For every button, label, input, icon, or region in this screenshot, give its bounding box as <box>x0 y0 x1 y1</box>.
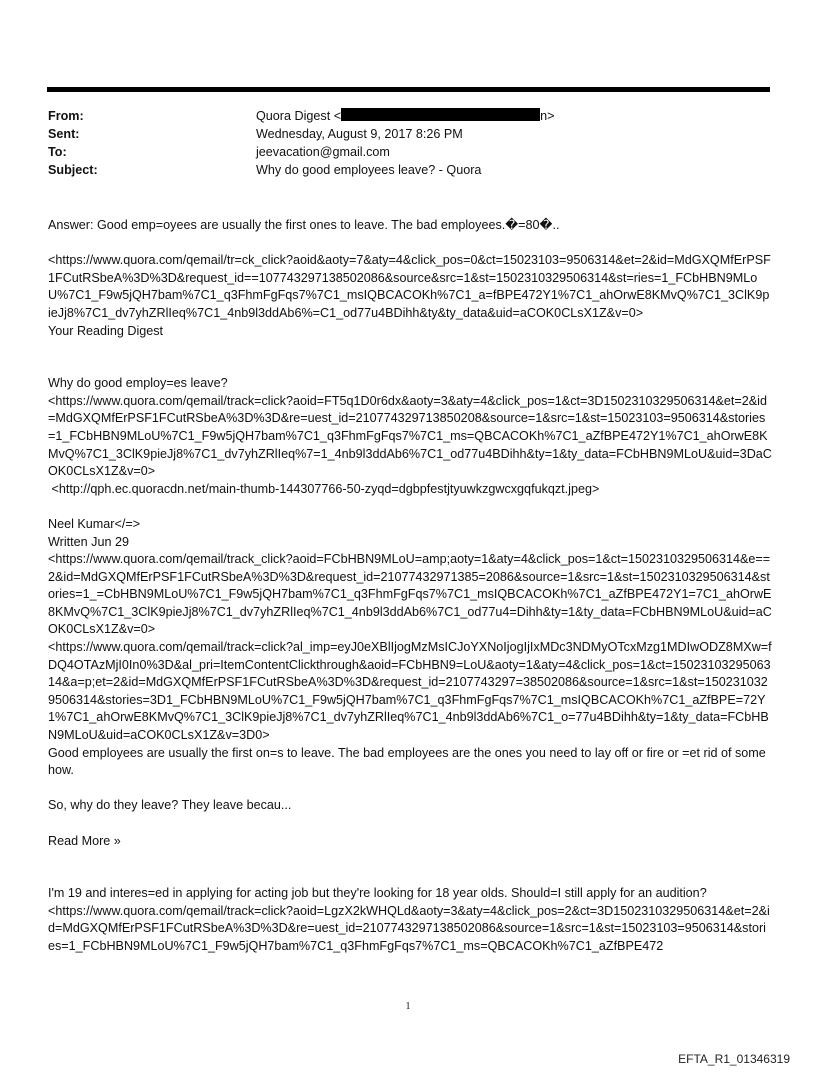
reading-digest-heading: Your Reading Digest <box>48 323 164 338</box>
author-name: Neel Kumar</=> <box>48 516 141 531</box>
page-number: 1 <box>405 1001 411 1012</box>
image-link[interactable]: <http://qph.ec.quoracdn.net/main-thumb-144307766-50-zyqd=dgbpfestjtyuwkzgwcxgqfukqzt.jpeg> <box>48 481 600 496</box>
tracking-link-1[interactable]: <https://www.quora.com/qemail/tr=ck_click?aoid&aoty=7&aty=4&click_pos=0&ct=15023103=9506314&et=2&id=MdGXQMfErPSF1FCutRSbeA%3D%3D&request_id==107743297138502086&source&src=1&st=1502310329506314&st=ries=1_FCbHBN9MLoU%7C1_F9w5jQH7bam%7C1_q3FhmFgFqs7%7C1_msIQBCACOKh%7C1_a=fBPE472Y1%7C1_ahOrwE8KMvQ%7C1_3ClK9pieJj8%7C1_dv7yhZRlIeq%7C1_4nb9l3ddAb6%=C1_od77u4BDihh&ty&ty_data&uid=aCOK0CLsX1Z&v=0> <box>48 253 771 320</box>
to-label: To: <box>48 145 67 159</box>
to-row <box>48 143 748 161</box>
redaction-box <box>341 108 540 121</box>
bates-number: EFTA_R1_01346319 <box>678 1052 790 1066</box>
written-date: Written Jun 29 <box>48 534 129 549</box>
tracking-link-2[interactable]: <https://www.quora.com/qemail/track=click?aoid=FT5q1D0r6dx&aoty=3&aty=4&click_pos=1&ct=3D1502310329506314&et=2&id=MdGXQMfErPSF1FCutRSbeA%3D%3D&re=uest_id=210774329713850208&source=1&src=1&st=15023103=9506314&stories=1_FCbHBN9MLoU%7C1_F9w5jQH7bam%7C1_q3FhmFgFqs7%7C1_ms=QBCACOKh%7C1_aZfBPE472Y1%7C1_ahOrwE8KMvQ%7C1_3ClK9pieJj8%7C1_dv7yhZRlIeq%7=1_4nb9l3ddAb6%7C1_od77u4BDihh&ty=1&ty_data=FCbHBN9MLoU&uid=3DaCOK0CLsX1Z&v=0> <box>48 393 772 479</box>
header-rule <box>47 87 770 92</box>
sent-row <box>48 125 748 143</box>
sent-value: Wednesday, August 9, 2017 8:26 PM <box>256 127 463 141</box>
subject-label: Subject: <box>48 163 98 177</box>
subject-row <box>48 161 748 179</box>
read-more-link[interactable]: Read More » <box>48 833 121 848</box>
from-value <box>256 107 748 125</box>
tracking-link-5[interactable]: <https://www.quora.com/qemail/track=click?aoid=LgzX2kWHQLd&aoty=3&aty=4&click_pos=2&ct=3D1502310329506314&et=2&id=MdGXQMfErPSF1FCutRSbeA%3D%3D&re=uest_id=2107743297138502086&source=1&src=1&st=15023103=9506314&stories=1_FCbHBN9MLoU%7C1_F9w5jQH7bam%7C1_q3FhmFgFqs7%7C1_ms=QBCACOKh%7C1_aZfBPE472 <box>48 903 770 953</box>
subject-value: Why do good employees leave? - Quora <box>256 163 482 177</box>
to-value: jeevacation@gmail.com <box>256 145 390 159</box>
answer-excerpt: Good employees are usually the first on=s to leave. The bad employees are the ones you need to lay off or fire or =et rid of somehow. <box>48 745 766 778</box>
from-row <box>48 107 748 125</box>
from-tail: n> <box>540 109 555 123</box>
tracking-link-3[interactable]: <https://www.quora.com/qemail/track_click?aoid=FCbHBN9MLoU=amp;aoty=1&aty=4&click_pos=1&ct=1502310329506314&e==2&id=MdGXQMfErPSF1FCutRSbeA%3D%3D&request_id=21077432971385=2086&source=1&src=1&st=1502310329506314&stories=1_=CbHBN9MLoU%7C1_F9w5jQH7bam%7C1_q3FhmFgFqs7%7C1_msIQBCACOKh%7C1_aZfBPE472Y1=7C1_ahOrwE8KMvQ%7C1_3ClK9pieJj8%7C1_dv7yhZRlIeq%7C1_4nb9l3ddAb6%7C1_od77u4=Dihh&ty=1&ty_data=FCbHBN9MLoU&uid=aCOK0CLsX1Z&v=0> <box>48 552 772 637</box>
tracking-link-4[interactable]: <https://www.quora.com/qemail/track=click?al_imp=eyJ0eXBlIjogMzMsICJoYXNoIjogIjIxMDc3NDMyOTcxMzg1MDIwODZ8MXw=fDQ4OTAzMjI0In0%3D&al_pri=ItemContentClickthrough&aoid=FCbHBN9=LoU&aoty=1&aty=4&click_pos=1&ct=1502310329506314&a=p;et=2&id=MdGXQMfErPSF1FCutRSbeA%3D%3D&request_id=2107743297=38502086&source=1&src=1&st=1502310329506314&stories=3D1_FCbHBN9MLoU%7C1_F9w5jQH7bam%7C1_q3FhmFgFqs7%7C1_msIQBCACOKh%7C1_aZfBPE=72Y1%7C1_ahOrwE8KMvQ%7C1_3ClK9pieJj8%7C1_dv7yhZRlIeq%7C1_4nb9l3ddAb6%7C1_o=77u4BDihh&ty=1&ty_data=FCbHBN9MLoU&uid=aCOK0CLsX1Z&v=3D0> <box>48 640 772 743</box>
answer-line: Answer: Good emp=oyees are usually the first ones to leave. The bad employees.�=80�.. <box>48 218 560 232</box>
email-body <box>48 217 772 956</box>
second-question[interactable]: I'm 19 and interes=ed in applying for acting job but they're looking for 18 year olds. Should=I still apply for an audition? <box>48 886 707 901</box>
from-name: Quora Digest < <box>256 109 342 123</box>
why-leave-text: So, why do they leave? They leave becau... <box>48 798 292 813</box>
email-header <box>48 107 748 179</box>
sent-label: Sent: <box>48 127 80 141</box>
question-title[interactable]: Why do good employ=es leave? <box>48 376 228 391</box>
from-label: From: <box>48 109 84 123</box>
